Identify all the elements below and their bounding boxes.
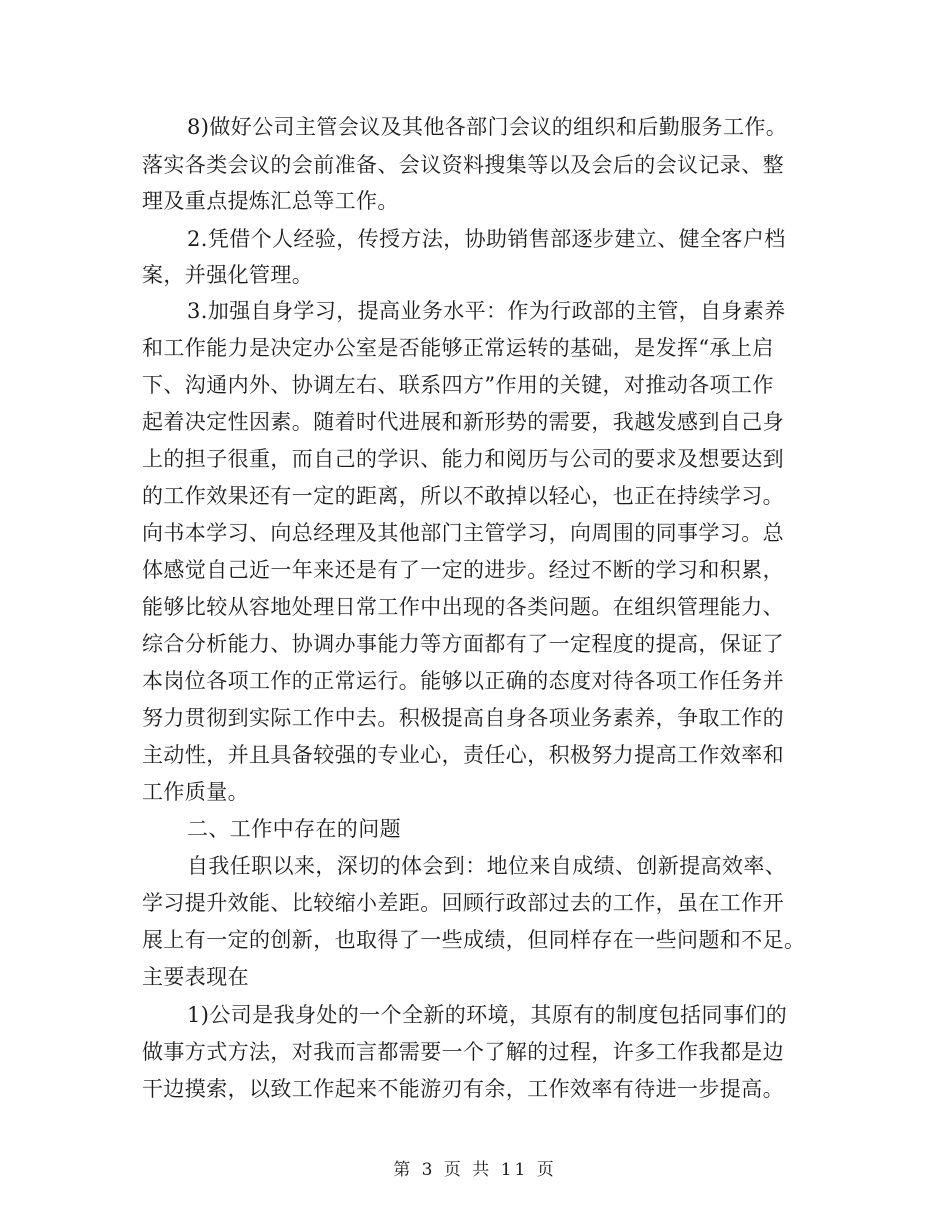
text-line: 体感觉自己近一年来还是有了一定的进步。经过不断的学习和积累，: [142, 558, 784, 582]
text-line: 理及重点提炼汇总等工作。: [142, 189, 399, 213]
text-line: 能够比较从容地处理日常工作中出现的各类问题。在组织管理能力、: [142, 595, 784, 619]
text-line: 1)公司是我身处的一个全新的环境，其原有的制度包括同事们的: [187, 1003, 788, 1027]
text-line: 做事方式方法，对我而言都需要一个了解的过程，许多工作我都是边: [142, 1040, 784, 1064]
text-line: 学习提升效能、比较缩小差距。回顾行政部过去的工作，虽在工作开: [142, 891, 784, 915]
text-line: 工作质量。: [142, 780, 249, 804]
text-line: 自我任职以来，深切的体会到：地位来自成绩、创新提高效率、: [187, 854, 787, 878]
text-line: 案，并强化管理。: [142, 263, 314, 287]
text-line: 2.凭借个人经验，传授方法，协助销售部逐步建立、健全客户档: [187, 227, 786, 251]
text-line: 主要表现在: [142, 965, 249, 989]
text-line: 8)做好公司主管会议及其他各部门会议的组织和后勤服务工作。: [187, 115, 788, 139]
page-footer: 第 3 页 共 11 页: [393, 1160, 557, 1180]
text-line: 和工作能力是决定办公室是否能够正常运转的基础，是发挥“承上启: [142, 336, 774, 360]
text-line: 向书本学习、向总经理及其他部门主管学习，向周围的同事学习。总: [142, 521, 784, 545]
text-line: 的工作效果还有一定的距离，所以不敢掉以轻心，也正在持续学习。: [142, 484, 784, 508]
text-line: 干边摸索，以致工作起来不能游刃有余，工作效率有待进一步提高。: [142, 1077, 784, 1101]
text-line: 落实各类会议的会前准备、会议资料搜集等以及会后的会议记录、整: [142, 153, 784, 177]
text-line: 3.加强自身学习，提高业务水平：作为行政部的主管，自身素养: [187, 299, 786, 323]
text-line: 上的担子很重，而自己的学识、能力和阅历与公司的要求及想要达到: [142, 447, 784, 471]
text-line: 下、沟通内外、协调左右、联系四方”作用的关键，对推动各项工作: [142, 373, 774, 397]
text-line: 本岗位各项工作的正常运行。能够以正确的态度对待各项工作任务并: [142, 669, 784, 693]
text-line: 主动性，并且具备较强的专业心，责任心，积极努力提高工作效率和: [142, 743, 784, 767]
text-line: 展上有一定的创新，也取得了一些成绩，但同样存在一些问题和不足。: [142, 928, 806, 952]
text-line: 综合分析能力、协调办事能力等方面都有了一定程度的提高，保证了: [142, 632, 784, 656]
text-line: 起着决定性因素。随着时代进展和新形势的需要，我越发感到自己身: [142, 410, 784, 434]
text-line: 努力贯彻到实际工作中去。积极提高自身各项业务素养，争取工作的: [142, 706, 784, 730]
section-heading: 二、工作中存在的问题: [187, 817, 401, 841]
